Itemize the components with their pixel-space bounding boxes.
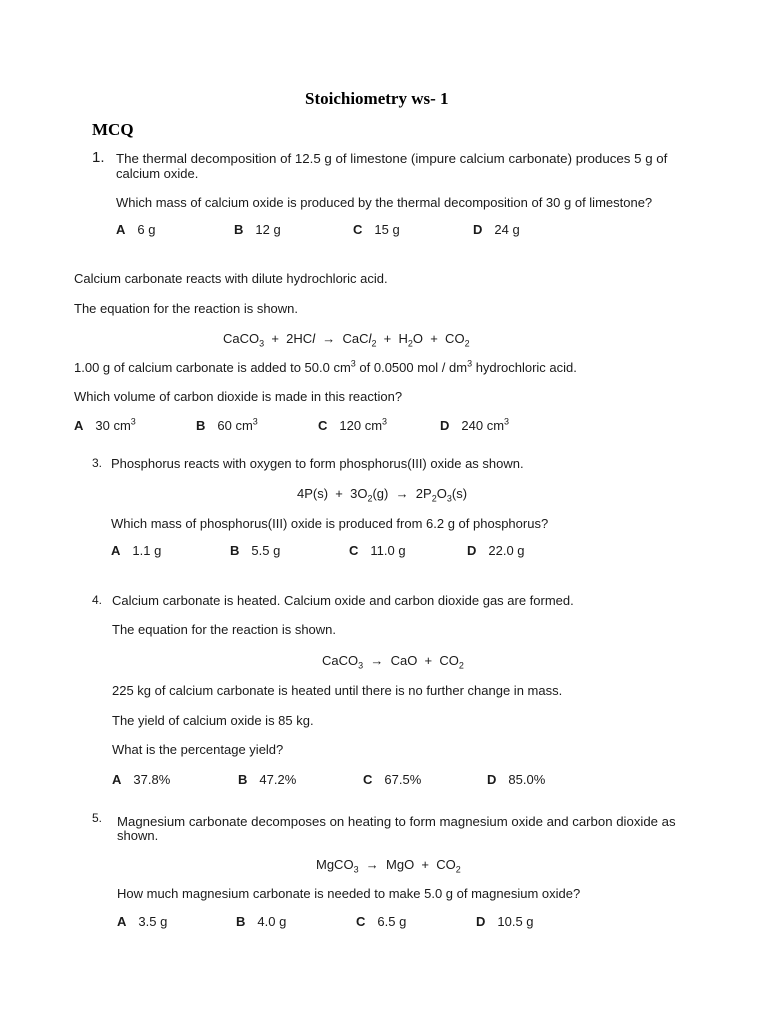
option-text: 37.8% bbox=[133, 772, 171, 787]
option-text: 67.5% bbox=[384, 772, 422, 787]
question-text: The equation for the reaction is shown. bbox=[74, 301, 299, 316]
question-text: Magnesium carbonate decomposes on heating to form magnesium oxide and carbon dioxide as bbox=[117, 814, 676, 829]
option-text: 6 g bbox=[137, 222, 156, 237]
option-text: 1.1 g bbox=[132, 543, 162, 558]
question-prompt: Which volume of carbon dioxide is made in this reaction? bbox=[74, 389, 403, 404]
question-text: The yield of calcium oxide is 85 kg. bbox=[112, 713, 314, 728]
option-letter: D bbox=[440, 418, 450, 433]
option-text: 47.2% bbox=[259, 772, 297, 787]
answer-option[interactable] bbox=[238, 772, 296, 787]
option-letter: C bbox=[356, 914, 366, 929]
option-text: 5.5 g bbox=[251, 543, 281, 558]
chemical-equation: $4P(s) + 3O_2(g) \to 2P_2O_3(s)$ bbox=[297, 486, 468, 504]
answer-option[interactable] bbox=[349, 543, 406, 558]
question-text: 225 kg of calcium carbonate is heated until there is no further change in mass. bbox=[112, 683, 563, 698]
question-number: 5. bbox=[92, 811, 103, 825]
chemical-equation: MgCO$_3$ → MgO + $CO_2$ bbox=[316, 857, 461, 875]
option-letter: D bbox=[487, 772, 497, 787]
option-text: 22.0 g bbox=[488, 543, 525, 558]
chemical-equation: CaCO$_3$ → CaO + $CO_2$ bbox=[322, 653, 464, 671]
option-letter: B bbox=[230, 543, 240, 558]
question-prompt: Which mass of phosphorus(III) oxide is produced from 6.2 g of phosphorus? bbox=[111, 516, 549, 531]
question-number: 4. bbox=[92, 593, 103, 607]
question-text: The thermal decomposition of 12.5 g of limestone (impure calcium carbonate) produces 5 g of bbox=[116, 151, 668, 166]
option-text: 3.5 g bbox=[138, 914, 168, 929]
answer-option[interactable]: C 120 $cm^3$ bbox=[318, 416, 388, 433]
answer-option[interactable] bbox=[236, 914, 286, 929]
option-letter: A bbox=[117, 914, 127, 929]
option-text: 15 g bbox=[374, 222, 400, 237]
option-letter: B bbox=[196, 418, 206, 433]
answer-option[interactable] bbox=[112, 772, 170, 787]
option-letter: B bbox=[238, 772, 248, 787]
answer-option[interactable] bbox=[473, 222, 520, 237]
section-heading: MCQ bbox=[92, 120, 134, 139]
answer-option[interactable] bbox=[234, 222, 281, 237]
question-number: 1. bbox=[92, 149, 105, 166]
answer-option[interactable] bbox=[363, 772, 421, 787]
page-title: Stoichiometry ws- 1 bbox=[305, 89, 449, 108]
question-prompt: What is the percentage yield? bbox=[112, 742, 284, 757]
option-text: 60 cm bbox=[217, 418, 253, 433]
answer-option[interactable] bbox=[111, 543, 161, 558]
option-text: 10.5 g bbox=[497, 914, 534, 929]
question-text: calcium oxide. bbox=[116, 166, 199, 181]
option-text: 6.5 g bbox=[377, 914, 407, 929]
option-letter: B bbox=[234, 222, 244, 237]
answer-option[interactable] bbox=[353, 222, 400, 237]
answer-option[interactable] bbox=[487, 772, 545, 787]
question-number: 3. bbox=[92, 456, 103, 470]
question-text: Calcium carbonate is heated. Calcium oxide and carbon dioxide gas are formed. bbox=[112, 593, 574, 608]
option-letter: B bbox=[236, 914, 246, 929]
question-prompt: How much magnesium carbonate is needed to make 5.0 g of magnesium oxide? bbox=[117, 886, 581, 901]
question-text: Phosphorus reacts with oxygen to form phosphorus(III) oxide as shown. bbox=[111, 456, 524, 471]
chemical-equation: CaCO$_3$ + 2HCl → CaCl$_2$ + $H_2O + CO_2$ bbox=[223, 331, 470, 349]
option-letter: A bbox=[111, 543, 121, 558]
question-text: Calcium carbonate reacts with dilute hydrochloric acid. bbox=[74, 271, 388, 286]
question-text: shown. bbox=[117, 828, 159, 843]
option-text: 240 cm bbox=[461, 418, 505, 433]
option-letter: A bbox=[116, 222, 126, 237]
option-letter: A bbox=[112, 772, 122, 787]
answer-option[interactable] bbox=[230, 543, 280, 558]
answer-option[interactable]: D 240 $cm^3$ bbox=[440, 416, 510, 433]
option-text: 120 cm bbox=[339, 418, 383, 433]
option-text: 24 g bbox=[494, 222, 520, 237]
option-text: 11.0 g bbox=[370, 543, 406, 558]
option-text: 4.0 g bbox=[257, 914, 287, 929]
question-text: 1.00 g of calcium carbonate is added to 50.0 $cm^3$ of 0.0500 mol / $dm^3$ hydrochloric acid. bbox=[74, 358, 577, 375]
answer-option[interactable] bbox=[116, 222, 155, 237]
answer-option[interactable] bbox=[356, 914, 406, 929]
option-text: 85.0% bbox=[508, 772, 546, 787]
question-text: The equation for the reaction is shown. bbox=[112, 622, 337, 637]
option-letter: C bbox=[363, 772, 373, 787]
option-text: 30 cm bbox=[95, 418, 131, 433]
option-letter: C bbox=[353, 222, 363, 237]
option-letter: D bbox=[473, 222, 483, 237]
answer-option[interactable] bbox=[467, 543, 525, 558]
answer-option[interactable]: B 60 $cm^3$ bbox=[196, 416, 258, 433]
option-letter: D bbox=[467, 543, 477, 558]
option-text: 12 g bbox=[255, 222, 281, 237]
answer-option[interactable] bbox=[117, 914, 167, 929]
option-letter: A bbox=[74, 418, 84, 433]
option-letter: D bbox=[476, 914, 486, 929]
option-letter: C bbox=[318, 418, 328, 433]
answer-option[interactable]: A 30 $cm^3$ bbox=[74, 416, 136, 433]
option-letter: C bbox=[349, 543, 359, 558]
question-prompt: Which mass of calcium oxide is produced by the thermal decomposition of 30 g of limestone? bbox=[116, 195, 653, 210]
answer-option[interactable] bbox=[476, 914, 534, 929]
